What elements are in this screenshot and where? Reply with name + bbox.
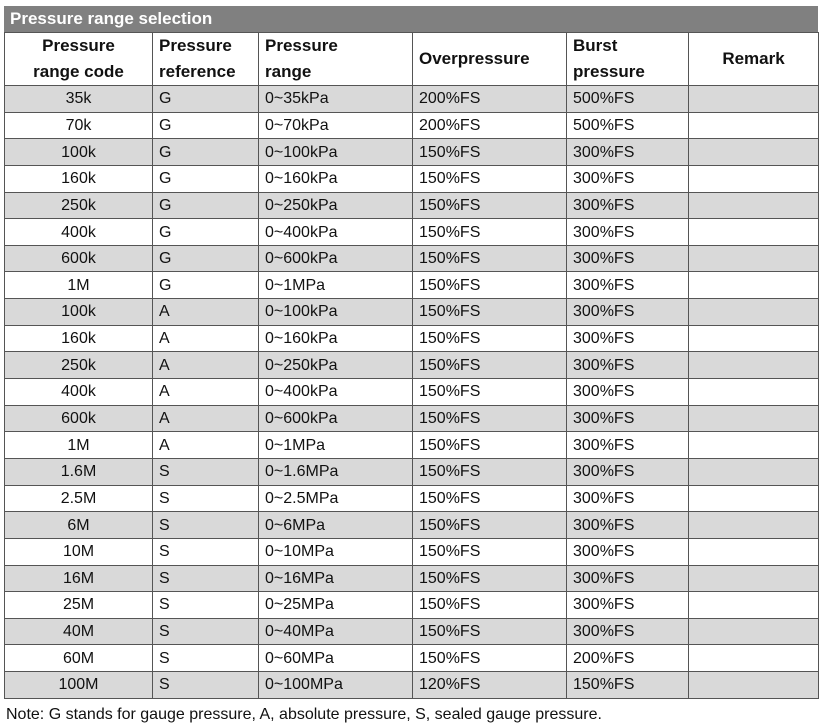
cell-overpressure: 150%FS: [413, 272, 567, 299]
cell-pressure-reference: S: [153, 618, 259, 645]
table-row: [5, 139, 819, 166]
cell-pressure-reference: S: [153, 672, 259, 699]
cell-burst-pressure: 300%FS: [567, 565, 689, 592]
cell-overpressure: 150%FS: [413, 512, 567, 539]
cell-range-code: 25M: [5, 592, 153, 619]
table-row: [5, 352, 819, 379]
cell-range-code: 100k: [5, 299, 153, 326]
cell-burst-pressure: 300%FS: [567, 512, 689, 539]
cell-pressure-range: 0~100MPa: [259, 672, 413, 699]
cell-burst-pressure: 300%FS: [567, 192, 689, 219]
cell-remark: [689, 618, 819, 645]
header-range-line2: range: [265, 62, 312, 81]
cell-range-code: 400k: [5, 219, 153, 246]
header-range-code-line2: range code: [33, 62, 124, 81]
header-row: [5, 33, 819, 86]
cell-pressure-range: 0~400kPa: [259, 219, 413, 246]
cell-pressure-reference: G: [153, 272, 259, 299]
cell-remark: [689, 272, 819, 299]
cell-range-code: 6M: [5, 512, 153, 539]
cell-overpressure: 150%FS: [413, 325, 567, 352]
cell-pressure-range: 0~250kPa: [259, 352, 413, 379]
cell-pressure-reference: A: [153, 379, 259, 406]
cell-pressure-reference: G: [153, 86, 259, 113]
table-title: Pressure range selection: [4, 6, 818, 32]
cell-pressure-reference: A: [153, 325, 259, 352]
cell-remark: [689, 139, 819, 166]
cell-overpressure: 150%FS: [413, 485, 567, 512]
cell-overpressure: 150%FS: [413, 299, 567, 326]
cell-overpressure: 150%FS: [413, 405, 567, 432]
cell-range-code: 35k: [5, 86, 153, 113]
cell-range-code: 600k: [5, 245, 153, 272]
cell-overpressure: 150%FS: [413, 165, 567, 192]
cell-remark: [689, 458, 819, 485]
cell-remark: [689, 112, 819, 139]
cell-range-code: 60M: [5, 645, 153, 672]
cell-pressure-reference: S: [153, 512, 259, 539]
table-row: [5, 485, 819, 512]
header-reference-line1: Pressure: [159, 36, 232, 55]
cell-remark: [689, 485, 819, 512]
cell-pressure-range: 0~1MPa: [259, 272, 413, 299]
cell-pressure-reference: S: [153, 538, 259, 565]
table-row: [5, 672, 819, 699]
cell-overpressure: 150%FS: [413, 565, 567, 592]
cell-range-code: 2.5M: [5, 485, 153, 512]
table-row: [5, 565, 819, 592]
cell-pressure-reference: A: [153, 405, 259, 432]
table-row: [5, 405, 819, 432]
cell-range-code: 160k: [5, 165, 153, 192]
cell-range-code: 1.6M: [5, 458, 153, 485]
cell-range-code: 100M: [5, 672, 153, 699]
header-burst-line1: Burst: [573, 36, 618, 55]
cell-pressure-range: 0~1.6MPa: [259, 458, 413, 485]
cell-remark: [689, 592, 819, 619]
table-row: [5, 458, 819, 485]
cell-range-code: 100k: [5, 139, 153, 166]
cell-remark: [689, 219, 819, 246]
cell-range-code: 1M: [5, 432, 153, 459]
cell-range-code: 600k: [5, 405, 153, 432]
cell-overpressure: 150%FS: [413, 458, 567, 485]
table-row: [5, 245, 819, 272]
header-remark: Remark: [689, 33, 819, 86]
header-range-line1: Pressure: [265, 36, 338, 55]
cell-burst-pressure: 300%FS: [567, 352, 689, 379]
header-reference-line2: reference: [159, 62, 236, 81]
cell-overpressure: 150%FS: [413, 219, 567, 246]
table-row: [5, 512, 819, 539]
cell-remark: [689, 379, 819, 406]
cell-pressure-range: 0~160kPa: [259, 325, 413, 352]
table-row: [5, 299, 819, 326]
header-range-code: [5, 33, 153, 86]
cell-burst-pressure: 300%FS: [567, 538, 689, 565]
cell-pressure-range: 0~250kPa: [259, 192, 413, 219]
header-overpressure: Overpressure: [413, 33, 567, 86]
cell-overpressure: 150%FS: [413, 379, 567, 406]
cell-remark: [689, 645, 819, 672]
table-row: [5, 165, 819, 192]
table-row: [5, 86, 819, 113]
header-burst-line2: pressure: [573, 62, 645, 81]
header-pressure-reference: [153, 33, 259, 86]
cell-remark: [689, 86, 819, 113]
cell-pressure-reference: S: [153, 485, 259, 512]
cell-range-code: 70k: [5, 112, 153, 139]
cell-pressure-reference: G: [153, 112, 259, 139]
cell-pressure-reference: G: [153, 245, 259, 272]
cell-remark: [689, 538, 819, 565]
cell-pressure-range: 0~160kPa: [259, 165, 413, 192]
cell-range-code: 400k: [5, 379, 153, 406]
cell-burst-pressure: 300%FS: [567, 458, 689, 485]
cell-overpressure: 150%FS: [413, 432, 567, 459]
table-row: [5, 219, 819, 246]
cell-burst-pressure: 300%FS: [567, 165, 689, 192]
table-row: [5, 432, 819, 459]
cell-remark: [689, 165, 819, 192]
cell-overpressure: 150%FS: [413, 192, 567, 219]
cell-burst-pressure: 500%FS: [567, 86, 689, 113]
cell-overpressure: 150%FS: [413, 352, 567, 379]
cell-pressure-range: 0~100kPa: [259, 139, 413, 166]
cell-burst-pressure: 300%FS: [567, 219, 689, 246]
cell-pressure-reference: G: [153, 139, 259, 166]
cell-range-code: 250k: [5, 352, 153, 379]
cell-range-code: 160k: [5, 325, 153, 352]
table-row: [5, 379, 819, 406]
cell-burst-pressure: 300%FS: [567, 379, 689, 406]
cell-pressure-range: 0~100kPa: [259, 299, 413, 326]
cell-burst-pressure: 500%FS: [567, 112, 689, 139]
cell-remark: [689, 565, 819, 592]
cell-overpressure: 200%FS: [413, 86, 567, 113]
cell-burst-pressure: 300%FS: [567, 272, 689, 299]
pressure-range-table: [4, 32, 819, 699]
cell-pressure-reference: G: [153, 192, 259, 219]
table-row: [5, 618, 819, 645]
cell-overpressure: 120%FS: [413, 672, 567, 699]
cell-remark: [689, 192, 819, 219]
cell-overpressure: 150%FS: [413, 645, 567, 672]
cell-burst-pressure: 300%FS: [567, 618, 689, 645]
cell-pressure-range: 0~400kPa: [259, 379, 413, 406]
cell-remark: [689, 432, 819, 459]
cell-remark: [689, 325, 819, 352]
cell-burst-pressure: 300%FS: [567, 139, 689, 166]
header-range-code-line1: Pressure: [42, 36, 115, 55]
header-pressure-range: [259, 33, 413, 86]
cell-overpressure: 150%FS: [413, 139, 567, 166]
cell-range-code: 10M: [5, 538, 153, 565]
cell-burst-pressure: 300%FS: [567, 485, 689, 512]
table-row: [5, 192, 819, 219]
cell-pressure-range: 0~10MPa: [259, 538, 413, 565]
cell-range-code: 1M: [5, 272, 153, 299]
cell-burst-pressure: 300%FS: [567, 325, 689, 352]
cell-overpressure: 150%FS: [413, 618, 567, 645]
cell-remark: [689, 352, 819, 379]
cell-overpressure: 150%FS: [413, 592, 567, 619]
footnote: Note: G stands for gauge pressure, A, absolute pressure, S, sealed gauge pressure.: [6, 706, 602, 723]
table-row: [5, 112, 819, 139]
cell-remark: [689, 405, 819, 432]
cell-remark: [689, 672, 819, 699]
cell-pressure-range: 0~70kPa: [259, 112, 413, 139]
cell-burst-pressure: 150%FS: [567, 672, 689, 699]
cell-pressure-range: 0~60MPa: [259, 645, 413, 672]
cell-overpressure: 150%FS: [413, 538, 567, 565]
cell-burst-pressure: 300%FS: [567, 432, 689, 459]
cell-remark: [689, 512, 819, 539]
cell-pressure-range: 0~35kPa: [259, 86, 413, 113]
cell-pressure-reference: S: [153, 565, 259, 592]
cell-burst-pressure: 200%FS: [567, 645, 689, 672]
cell-remark: [689, 299, 819, 326]
cell-range-code: 250k: [5, 192, 153, 219]
cell-pressure-reference: G: [153, 165, 259, 192]
cell-pressure-range: 0~600kPa: [259, 245, 413, 272]
cell-range-code: 40M: [5, 618, 153, 645]
cell-pressure-reference: S: [153, 458, 259, 485]
cell-overpressure: 200%FS: [413, 112, 567, 139]
table-row: [5, 325, 819, 352]
cell-pressure-range: 0~40MPa: [259, 618, 413, 645]
cell-burst-pressure: 300%FS: [567, 245, 689, 272]
cell-pressure-range: 0~1MPa: [259, 432, 413, 459]
cell-pressure-range: 0~2.5MPa: [259, 485, 413, 512]
table-row: [5, 272, 819, 299]
header-burst-pressure: [567, 33, 689, 86]
cell-pressure-range: 0~25MPa: [259, 592, 413, 619]
cell-pressure-reference: S: [153, 645, 259, 672]
cell-remark: [689, 245, 819, 272]
cell-pressure-reference: A: [153, 352, 259, 379]
cell-pressure-range: 0~600kPa: [259, 405, 413, 432]
cell-range-code: 16M: [5, 565, 153, 592]
cell-burst-pressure: 300%FS: [567, 405, 689, 432]
cell-burst-pressure: 300%FS: [567, 299, 689, 326]
cell-pressure-reference: S: [153, 592, 259, 619]
cell-pressure-reference: A: [153, 299, 259, 326]
table-row: [5, 645, 819, 672]
table-row: [5, 538, 819, 565]
cell-overpressure: 150%FS: [413, 245, 567, 272]
cell-pressure-range: 0~16MPa: [259, 565, 413, 592]
table-row: [5, 592, 819, 619]
cell-burst-pressure: 300%FS: [567, 592, 689, 619]
cell-pressure-range: 0~6MPa: [259, 512, 413, 539]
cell-pressure-reference: G: [153, 219, 259, 246]
cell-pressure-reference: A: [153, 432, 259, 459]
